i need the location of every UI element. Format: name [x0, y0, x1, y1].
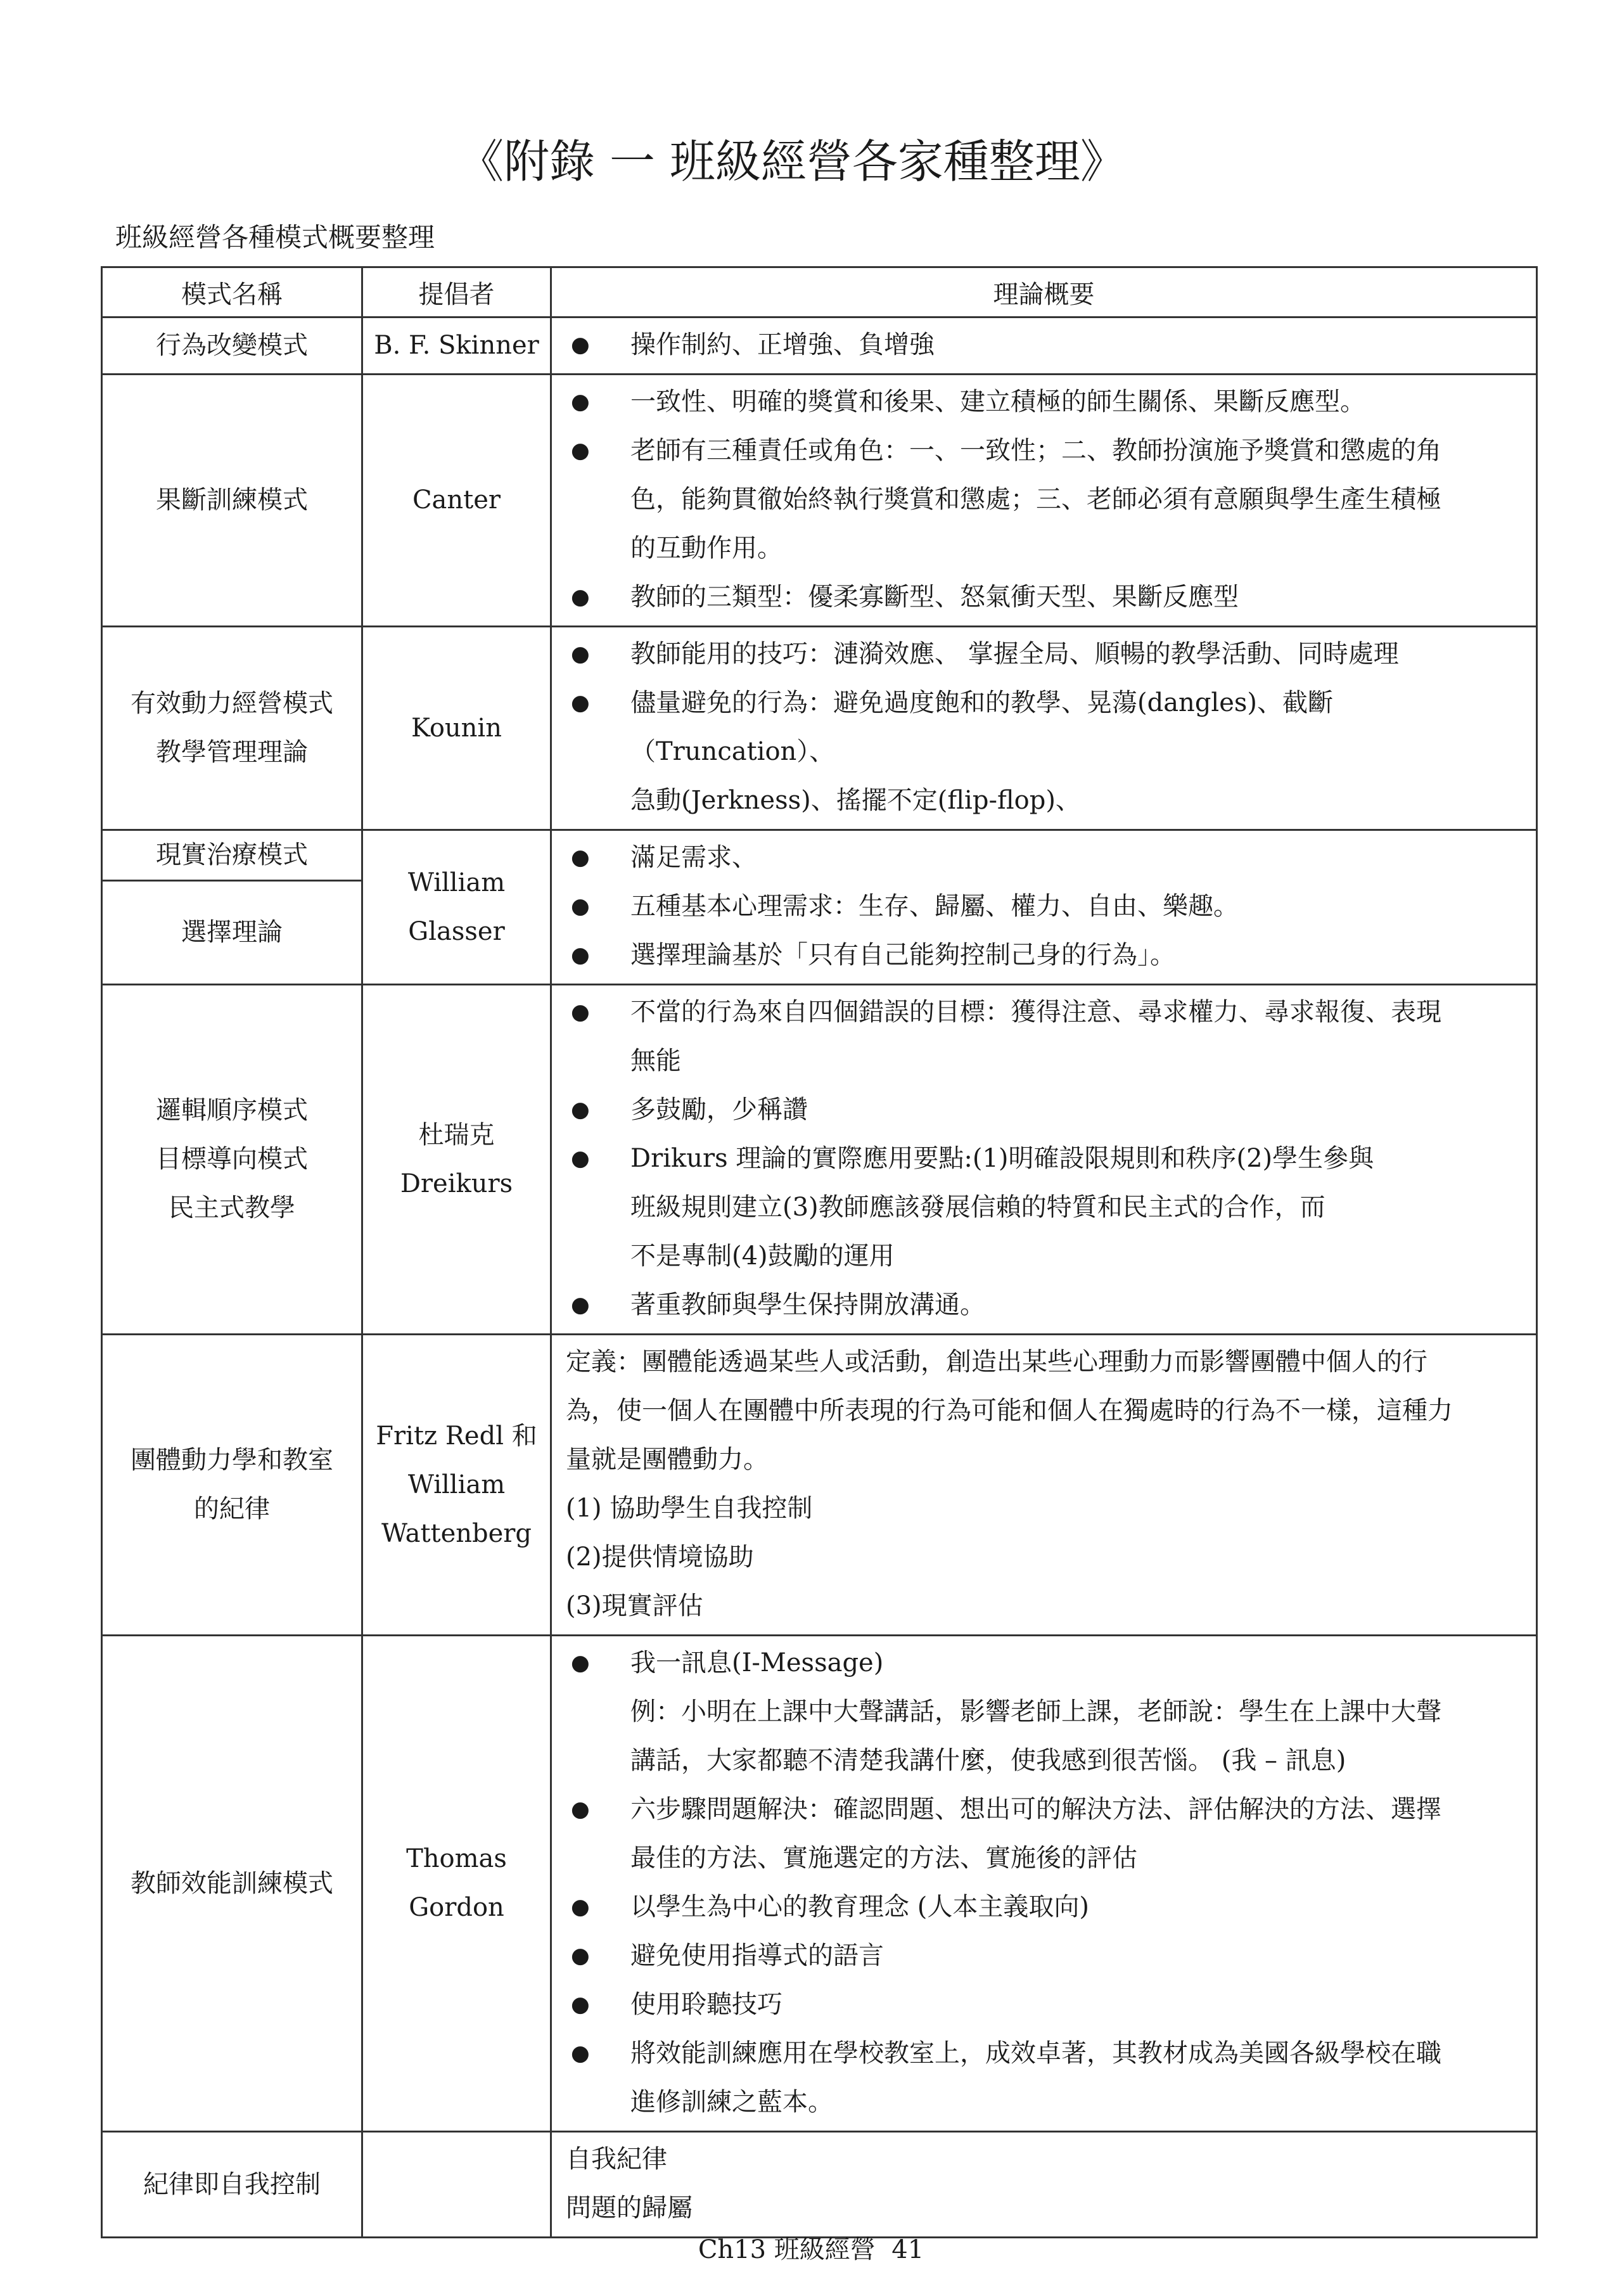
bullet-item: [566, 1639, 1523, 1785]
header-model-name: 模式名稱: [102, 267, 362, 317]
model-name-line: 行為改變模式: [156, 331, 308, 360]
model-name-line: 教學管理理論: [156, 738, 308, 767]
bullet-line: 不是專制(4)鼓勵的運用: [630, 1241, 895, 1271]
bullet-line: 無能: [630, 1046, 681, 1075]
bullet-item: [566, 833, 1523, 882]
page-title: 《附錄 一 班級經營各家種整理》: [458, 135, 1126, 188]
summary-line: (2)提供情境協助: [566, 1542, 754, 1572]
table-row: [102, 1335, 1537, 1636]
page-footer: [0, 2231, 1622, 2269]
model-name-cell: 現實治療模式: [102, 830, 362, 881]
bullet-item: [566, 1883, 1523, 1932]
theory-summary-cell: [551, 1636, 1537, 2132]
theory-summary-cell: [551, 317, 1537, 375]
advocate-cell: [362, 317, 551, 375]
header-row: [102, 267, 1537, 317]
advocate-line: Glasser: [408, 916, 505, 946]
advocate-line: B. F. Skinner: [374, 331, 539, 360]
bullet-item: [566, 1785, 1523, 1883]
model-name-cell: [102, 985, 362, 1335]
advocate-line: William: [407, 1470, 506, 1499]
summary-line: 定義：團體能透過某些人或活動，創造出某些心理動力而影響團體中個人的行: [566, 1347, 1427, 1376]
footer-chapter: Ch13 班級經營: [698, 2235, 876, 2264]
bullet-line: ● 著重教師與學生保持開放溝通。: [630, 1290, 985, 1319]
bullet-item: [566, 679, 1523, 825]
table-row: [102, 1636, 1537, 2132]
summary-line: 為，使一個人在團體中所表現的行為可能和個人在獨處時的行為不一樣，這種力: [566, 1396, 1453, 1425]
table-row: [102, 375, 1537, 627]
summary-line: (3)現實評估: [566, 1591, 703, 1620]
bullet-line: ● 以學生為中心的教育理念 (人本主義取向): [630, 1892, 1089, 1921]
bullet-line: ● 滿足需求、: [630, 843, 757, 872]
advocate-cell: [362, 2132, 551, 2238]
bullet-line: 講話，大家都聽不清楚我講什麼，使我感到很苦惱。 (我 – 訊息): [630, 1746, 1346, 1775]
bullet-item: [566, 1086, 1523, 1134]
theory-summary-cell: [551, 627, 1537, 830]
bullet-line: ● 我一訊息(I-Message): [630, 1648, 884, 1677]
advocate-line: Dreikurs: [400, 1169, 513, 1198]
model-name-cell: [102, 317, 362, 375]
table-row: [102, 985, 1537, 1335]
bullet-line: ● 將效能訓練應用在學校教室上，成效卓著，其教材成為美國各級學校在職: [630, 2039, 1441, 2068]
bullet-item: [566, 988, 1523, 1086]
bullet-line: ● 不當的行為來自四個錯誤的目標：獲得注意、尋求權力、尋求報復、表現: [630, 997, 1441, 1027]
summary-line: 自我紀律: [566, 2145, 667, 2174]
bullet-item: [566, 1932, 1523, 1980]
bullet-item: [566, 1134, 1523, 1281]
model-name-cell: 選擇理論: [102, 881, 362, 985]
bullet-line: ● 避免使用指導式的語言: [630, 1941, 884, 1970]
bullet-line: ● 操作制約、正增強、負增強: [630, 330, 935, 359]
bullet-line: ● 老師有三種責任或角色：一、一致性；二、教師扮演施予獎賞和懲處的角: [630, 436, 1441, 465]
bullet-list: [566, 988, 1523, 1330]
table-row: [102, 317, 1537, 375]
bullet-line: 例：小明在上課中大聲講話，影響老師上課，老師說：學生在上課中大聲: [630, 1697, 1441, 1726]
bullet-item: [566, 426, 1523, 573]
bullet-list: [566, 321, 1523, 369]
theory-summary-cell: [551, 1335, 1537, 1636]
summary-line: (1) 協助學生自我控制: [566, 1494, 813, 1523]
advocate-line: Kounin: [411, 713, 502, 743]
model-name-line: 邏輯順序模式: [156, 1096, 308, 1125]
advocate-cell: [362, 1636, 551, 2132]
bullet-line: ● 一致性、明確的獎賞和後果、建立積極的師生關係、果斷反應型。: [630, 387, 1365, 416]
bullet-line: ● 多鼓勵，少稱讚: [630, 1095, 808, 1124]
bullet-item: [566, 1281, 1523, 1330]
model-name-cell: [102, 1335, 362, 1636]
bullet-line: 最佳的方法、實施選定的方法、實施後的評估: [630, 1844, 1137, 1873]
bullet-item: [566, 378, 1523, 426]
bullet-line: ● 五種基本心理需求：生存、歸屬、權力、自由、樂趣。: [630, 892, 1239, 921]
bullet-list: [566, 630, 1523, 825]
theory-summary-cell: [551, 985, 1537, 1335]
advocate-line: Gordon: [409, 1893, 504, 1922]
table-row: [102, 830, 1537, 881]
bullet-line: ● 儘量避免的行為：避免過度飽和的教學、晃蕩(dangles)、截斷（Truncation）、: [630, 688, 1334, 766]
advocate-cell: [362, 627, 551, 830]
bullet-line: ● 使用聆聽技巧: [630, 1990, 782, 2019]
model-name-line: 教師效能訓練模式: [131, 1868, 333, 1898]
bullet-line: ● Drikurs 理論的實際應用要點:(1)明確設限規則和秩序(2)學生參與: [630, 1144, 1374, 1173]
model-name-cell: [102, 1636, 362, 2132]
bullet-item: [566, 630, 1523, 679]
advocate-cell: [362, 375, 551, 627]
bullet-item: [566, 573, 1523, 622]
bullet-line: ● 教師能用的技巧：漣漪效應、 掌握全局、順暢的教學活動、同時處理: [630, 639, 1399, 669]
model-name-line: 果斷訓練模式: [156, 485, 308, 515]
summary-line: 問題的歸屬: [566, 2193, 693, 2222]
bullet-line: 班級規則建立(3)教師應該發展信賴的特質和民主式的合作，而: [630, 1193, 1325, 1222]
bullet-line: ● 六步驟問題解決：確認問題、想出可的解決方法、評估解決的方法、選擇: [630, 1795, 1441, 1824]
advocate-line: Thomas: [406, 1844, 507, 1873]
summary-line: 量就是團體動力。: [566, 1445, 769, 1474]
model-name-cell: [102, 2132, 362, 2238]
bullet-line: ● 選擇理論基於「只有自己能夠控制己身的行為」。: [630, 940, 1175, 970]
bullet-item: [566, 882, 1523, 931]
page-number: 41: [891, 2235, 924, 2264]
advocate-cell: [362, 1335, 551, 1636]
model-name-line: 團體動力學和教室: [131, 1446, 333, 1475]
bullet-line: 色，能夠貫徹始終執行獎賞和懲處；三、老師必須有意願與學生產生積極: [630, 485, 1441, 514]
theory-summary-cell: [551, 2132, 1537, 2238]
model-name-line: 的紀律: [194, 1494, 270, 1523]
bullet-item: [566, 931, 1523, 980]
model-name-cell: [102, 627, 362, 830]
theory-summary-cell: [551, 375, 1537, 627]
model-name-line: 民主式教學: [169, 1193, 295, 1222]
header-advocate: 提倡者: [362, 267, 551, 317]
bullet-line: 的互動作用。: [630, 534, 782, 563]
model-name-line: 紀律即自我控制: [143, 2169, 321, 2199]
advocate-line: William: [407, 868, 506, 897]
advocate-line: 杜瑞克: [418, 1120, 495, 1150]
bullet-list: [566, 833, 1523, 980]
model-name-line: 有效動力經營模式: [131, 689, 333, 718]
advocate-line: Wattenberg: [381, 1518, 532, 1548]
model-name-line: 目標導向模式: [156, 1145, 308, 1174]
table-row: [102, 2132, 1537, 2238]
model-name-cell: [102, 375, 362, 627]
advocate-cell: [362, 830, 551, 985]
bullet-item: [566, 321, 1523, 369]
bullet-list: [566, 1639, 1523, 2127]
summary-table: [101, 266, 1538, 2238]
bullet-line: 進修訓練之藍本。: [630, 2088, 833, 2117]
advocate-cell: [362, 985, 551, 1335]
bullet-item: [566, 2029, 1523, 2127]
advocate-line: Fritz Redl 和: [376, 1421, 537, 1451]
bullet-line: 急動(Jerkness)、搖擺不定(flip-flop)、: [630, 786, 1081, 815]
bullet-item: [566, 1980, 1523, 2029]
table-row: [102, 627, 1537, 830]
bullet-list: [566, 378, 1523, 622]
theory-summary-cell: [551, 830, 1537, 985]
header-theory-summary: 理論概要: [551, 267, 1537, 317]
table-caption: 班級經營各種模式概要整理: [115, 222, 435, 253]
advocate-line: Canter: [412, 485, 501, 515]
bullet-line: ● 教師的三類型：優柔寡斷型、怒氣衝天型、果斷反應型: [630, 582, 1239, 612]
